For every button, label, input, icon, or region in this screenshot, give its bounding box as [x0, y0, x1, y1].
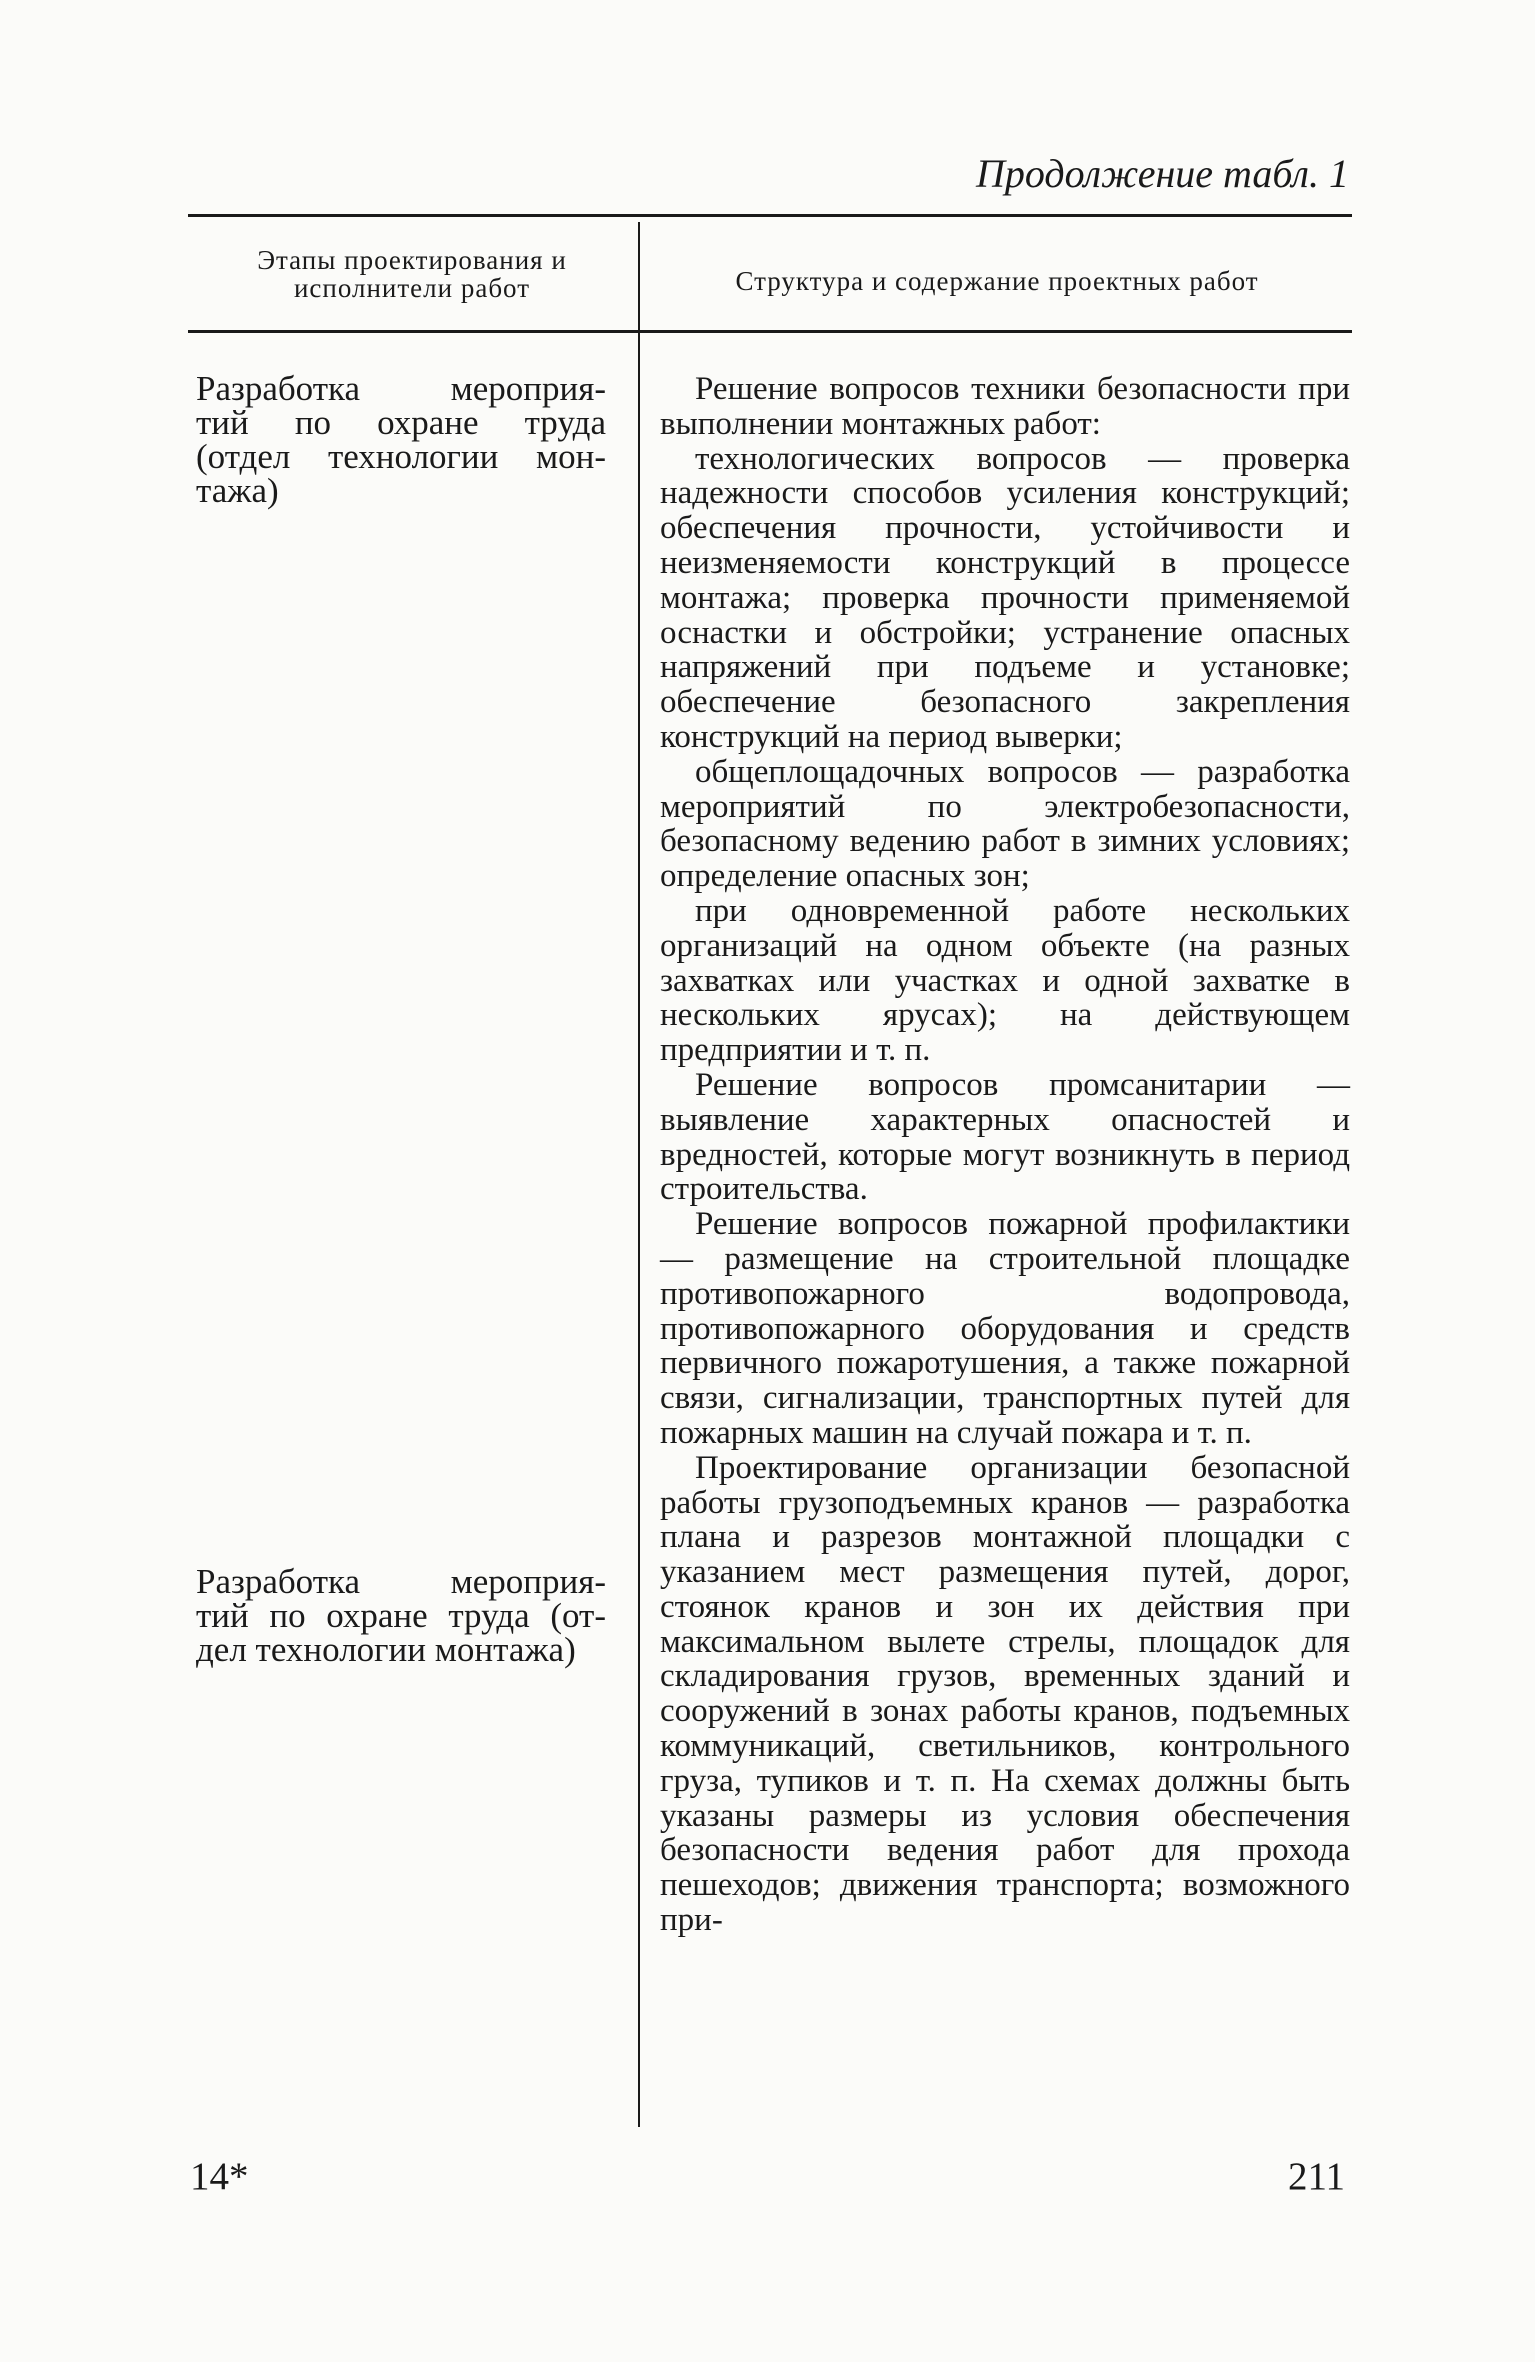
left-entry-line: тий по охране труда [196, 403, 606, 442]
content-column [660, 372, 1350, 1938]
content-paragraph: Решение вопросов техники безопасности при выполнении монтажных работ: [660, 371, 1350, 442]
content-paragraph: технологических вопросов — проверка надежности способов усиления конструкций; обеспечения прочности, устойчивости и неизменяемости конструкций в процессе монтажа; проверка прочности применяемой оснастки и обстройки; устранение опасных напряжений при подъеме и установке; обеспечение безопасного закрепления конструкций на период выверки; [660, 440, 1350, 755]
content-paragraph: Решение вопросов промсанитарии — выявление характерных опасностей и вредностей, которые могут возникнуть в период строительства. [660, 1066, 1350, 1208]
content-paragraph: общеплощадочных вопросов — разработка мероприятий по электробезопасности, безопасному ведению работ в зимних условиях; определение опасных зон; [660, 753, 1350, 895]
content-paragraph: при одновременной работе нескольких организаций на одном объекте (на разных захватках или участках и одной захватке в нескольких ярусах); на действующем предприятии и т. п. [660, 892, 1350, 1069]
header-bottom-rule [188, 330, 1352, 333]
column-divider [638, 222, 640, 2127]
left-entry-line: Разработка мероприя- [196, 369, 606, 408]
column-header-stages: Этапы проектирования и исполнители работ [257, 245, 567, 303]
table-caption: Продолжение табл. 1 [975, 151, 1349, 196]
left-entry-line: дел технологии монтажа) [196, 1630, 576, 1669]
content-paragraph: Решение вопросов пожарной профилактики — размещение на строительной площадке противопожарного водопровода, противопожарного оборудования и средств первичного пожаротушения, а также пожарной связи, сигнализации, транспортных путей для пожарных машин на случай пожара и т. п. [660, 1206, 1350, 1451]
table-top-rule [188, 214, 1352, 217]
left-entry-line: (отдел технологии мон- [196, 437, 606, 476]
left-entry-line: тажа) [196, 471, 279, 510]
column-header-structure: Структура и содержание проектных работ [735, 266, 1259, 296]
page-number: 211 [1287, 2155, 1345, 2198]
left-entry-line: Разработка мероприя- [196, 1562, 606, 1601]
content-paragraph: Проектирование организации безопасной работы грузоподъемных кранов — разработка плана и разрезов монтажной площадки с указанием мест размещения путей, дорог, стоянок кранов и зон их действия при максимальном вылете стрелы, площадок для складирования грузов, временных зданий и сооружений в зонах работы кранов, подъемных коммуникаций, светильников, контрольного груза, тупиков и т. п. На схемах должны быть указаны размеры из условия обеспечения безопасности ведения работ для прохода пешеходов; движения транспорта; возможного при- [660, 1449, 1350, 1939]
left-entry-line: тий по охране труда (от- [196, 1596, 606, 1635]
left-entry-2 [196, 1562, 606, 1669]
left-entry-1 [196, 369, 606, 510]
signature-mark: 14* [190, 2155, 249, 2198]
